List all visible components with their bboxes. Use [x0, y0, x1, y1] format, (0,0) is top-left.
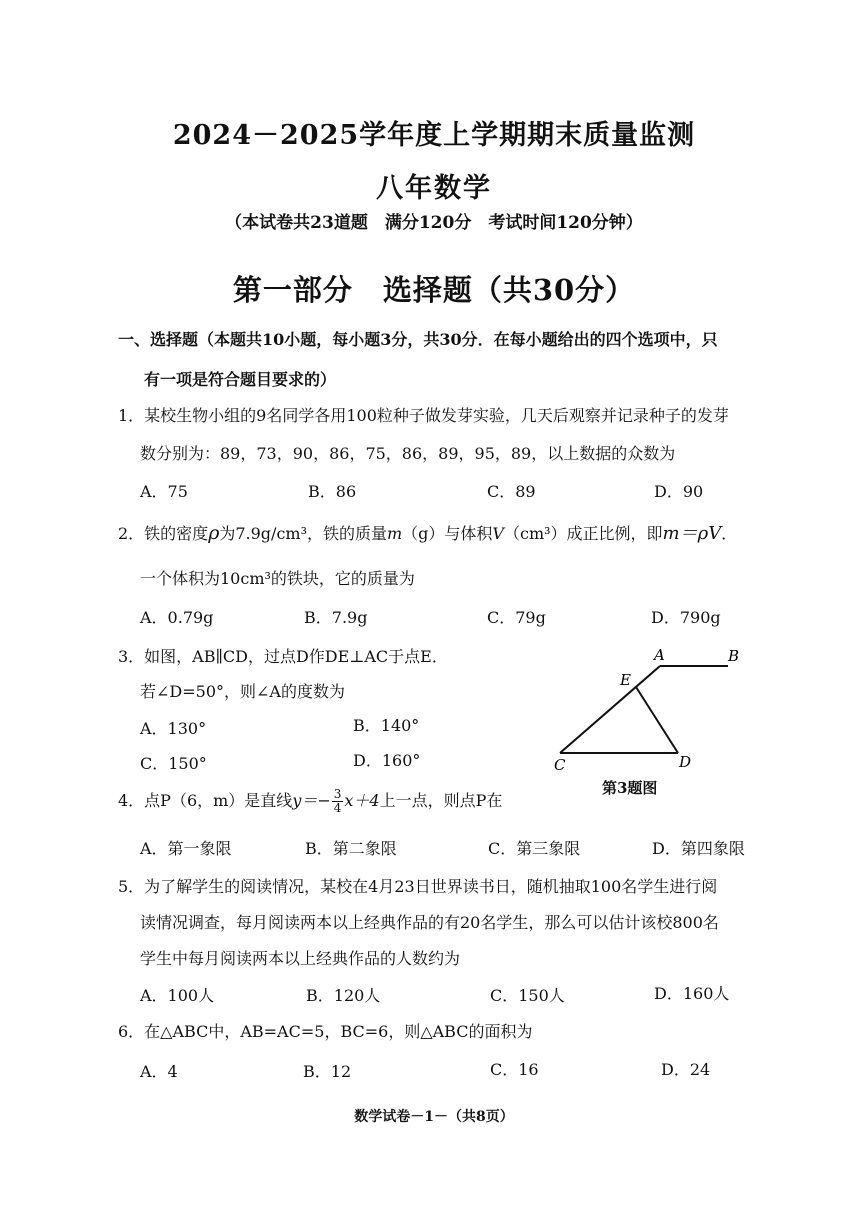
- fraction-numerator: 3: [333, 787, 342, 801]
- page-footer: 数学试卷－1－（共8页）: [354, 1109, 514, 1125]
- point-b-label: B: [728, 647, 740, 665]
- fraction-denominator: 4: [333, 801, 342, 815]
- question-5-line2: 读情况调查，每月阅读两本以上经典作品的有20名学生，那么可以估计该校800名: [140, 913, 719, 932]
- question-2-line2: 一个体积为10cm³的铁块，它的质量为: [140, 569, 415, 588]
- segment-ac: [560, 666, 660, 753]
- question-3-option-a: A．130°: [140, 719, 207, 738]
- question-4-line1: [118, 784, 502, 818]
- question-5-option-a: A．100人: [140, 986, 215, 1005]
- question-2-option-a: A．0.79g: [140, 608, 214, 627]
- mass-variable: m: [387, 524, 403, 543]
- fraction-three-quarters: [332, 788, 344, 815]
- part-heading: 第一部分 选择题（共30分）: [232, 273, 636, 307]
- question-1-line1: 1．某校生物小组的9名同学各用100粒种子做发芽实验，几天后观察并记录种子的发芽: [118, 406, 729, 425]
- question-4-option-c: C．第三象限: [488, 839, 581, 858]
- question-1-option-d: D．90: [654, 482, 704, 501]
- question-6-option-a: A．4: [140, 1062, 178, 1081]
- line-equation-right: x＋4: [344, 791, 380, 810]
- question-2-text-part2: 为7.9g/cm³，铁的质量: [219, 524, 387, 543]
- section-instructions-line1: 一、选择题（本题共10小题，每小题3分，共30分．在每小题给出的四个选项中，只: [118, 330, 718, 349]
- question-5-line1: 5．为了解学生的阅读情况，某校在4月23日世界读书日，随机抽取100名学生进行阅: [118, 877, 718, 896]
- question-2-text-part4: （cm³）成正比例，即: [503, 524, 663, 543]
- question-5-line3: 学生中每月阅读两本以上经典作品的人数约为: [140, 949, 461, 968]
- question-2-option-c: C．79g: [487, 608, 546, 627]
- question-4-option-d: D．第四象限: [652, 839, 745, 858]
- question-3-figure-caption: 第3题图: [602, 779, 658, 797]
- question-2-text-part1: 2．铁的密度: [118, 524, 209, 543]
- question-2-formula: m＝ρV: [662, 523, 722, 544]
- question-1-option-b: B．86: [308, 482, 357, 501]
- question-6-option-c: C．16: [490, 1060, 539, 1079]
- question-4-option-a: A．第一象限: [140, 839, 232, 858]
- question-4-text-part1: 4．点P（6，m）是直线: [118, 791, 293, 810]
- question-3-option-b: B．140°: [353, 716, 420, 735]
- point-e-label: E: [620, 671, 631, 689]
- volume-variable: V: [492, 524, 504, 543]
- question-1-option-a: A．75: [140, 482, 188, 501]
- question-5-option-c: C．150人: [490, 986, 565, 1005]
- rho-symbol: ρ: [208, 522, 220, 544]
- question-5-option-b: B．120人: [306, 986, 381, 1005]
- question-2-text-part3: （g）与体积: [402, 524, 493, 543]
- question-2-option-d: D．790g: [651, 608, 721, 627]
- question-4-text-part2: 上一点，则点P在: [379, 791, 503, 810]
- question-3-figure: [540, 640, 760, 775]
- question-2-line1: [118, 519, 737, 545]
- question-6-option-d: D．24: [661, 1060, 711, 1079]
- question-1-line2: 数分别为：89，73，90，86，75，86，89，95，89，以上数据的众数为: [140, 444, 676, 463]
- question-3-line1: 3．如图，AB∥CD，过点D作DE⊥AC于点E．: [118, 647, 448, 666]
- point-a-label: A: [654, 646, 665, 664]
- exam-note: （本试卷共23道题 满分120分 考试时间120分钟）: [225, 213, 643, 233]
- point-d-label: D: [679, 753, 692, 771]
- point-c-label: C: [554, 756, 566, 774]
- question-1-option-c: C．89: [487, 482, 536, 501]
- question-4-option-b: B．第二象限: [305, 839, 397, 858]
- section-instructions-line2: 有一项是符合题目要求的）: [144, 370, 337, 389]
- question-3-option-d: D．160°: [353, 751, 421, 770]
- question-6-option-b: B．12: [303, 1062, 352, 1081]
- line-equation-left: y＝−: [292, 791, 331, 810]
- exam-title: 2024－2025学年度上学期期末质量监测: [172, 120, 696, 151]
- question-3-option-c: C．150°: [140, 754, 207, 773]
- exam-subject: 八年数学: [376, 173, 492, 204]
- question-3-line2: 若∠D=50°，则∠A的度数为: [140, 682, 345, 701]
- question-6-line1: 6．在△ABC中，AB=AC=5，BC=6，则△ABC的面积为: [118, 1022, 533, 1041]
- question-2-option-b: B．7.9g: [304, 608, 368, 627]
- question-2-text-part5: ．: [721, 524, 738, 543]
- segment-de: [636, 687, 678, 753]
- question-5-option-d: D．160人: [654, 984, 730, 1003]
